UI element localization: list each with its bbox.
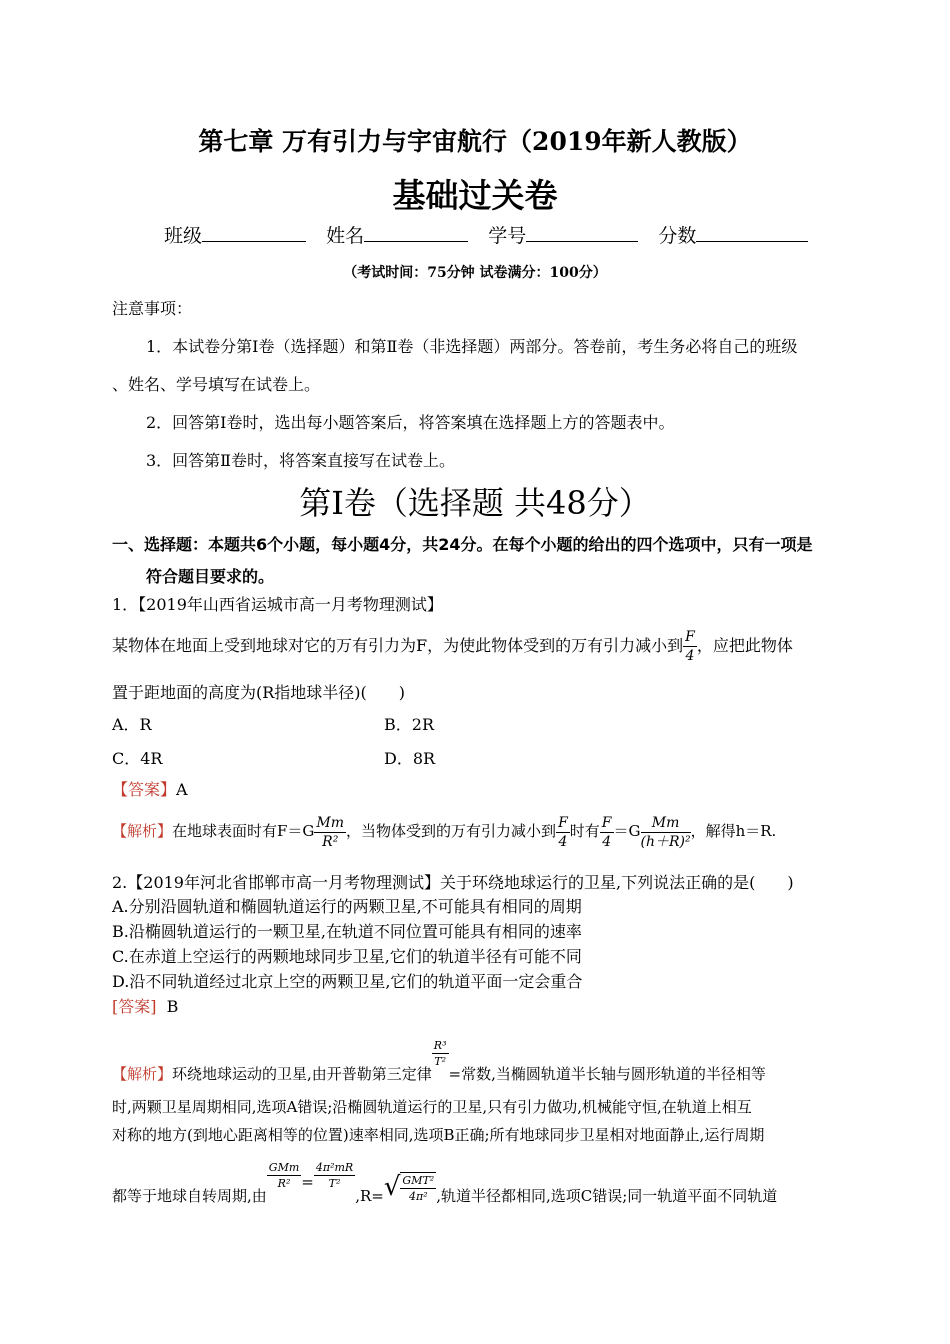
q1-stem [112, 624, 793, 668]
notice-item-1: 1．本试卷分第Ⅰ卷（选择题）和第Ⅱ卷（非选择题）两部分。答卷前，考生务必将自己的班级 [146, 337, 798, 356]
score-field[interactable] [696, 241, 808, 242]
q2-option-c[interactable]: C.在赤道上空运行的两颗地球同步卫星,它们的轨道半径有可能不同 [112, 947, 582, 966]
q2-option-b[interactable]: B.沿椭圆轨道运行的一颗卫星,在轨道不同位置可能具有相同的速率 [112, 922, 582, 941]
section-instruction: 一、选择题：本题共6个小题，每小题4分，共24分。在每个小题的给出的四个选项中，只有一项是 [112, 535, 813, 554]
q2-sqrt-expression: √ $\frac{\text{GMT²}}{\text{4π²}}$ [383, 1172, 435, 1203]
q1-analysis-label: 【解析】 [112, 822, 173, 840]
q1-source: 1．【2019年山西省运城市高一月考物理测试】 [112, 595, 443, 614]
class-label: 班级 [164, 225, 203, 247]
q1-stem-text-2: ，应把此物体 [696, 636, 793, 655]
q1-analysis-fraction-2: $\frac{F}{4}$ [558, 814, 568, 850]
q1-answer-label: 【答案】 [112, 780, 177, 799]
q2-centripetal-fraction: $\frac{\text{4π²mR}}{\text{T²}}$ [315, 1161, 354, 1190]
q2-kepler-fraction: $\frac{\text{R³}}{\text{T²}}$ [433, 1039, 447, 1068]
q2-stem: 2.【2019年河北省邯郸市高一月考物理测试】关于环绕地球运行的卫星,下列说法正确的是( ) [112, 873, 794, 892]
q1-answer [112, 777, 188, 800]
student-id-field[interactable] [526, 241, 638, 242]
q2-analysis-line-1: 【解析】环绕地球运动的卫星,由开普勒第三定律 $\frac{\text{R³}}{\text{T²}}$ =常数,当椭圆轨道半长轴与圆形轨道的半径相等 [112, 1039, 766, 1083]
q2-analysis-line-3: 对称的地方(到地心距离相等的位置)速率相同,选项B正确;所有地球同步卫星相对地面静止,运行周期 [112, 1126, 765, 1144]
q1-analysis-fraction-4: $\frac{Mm}{\text{(h＋R)²}}$ [640, 814, 691, 850]
q1-analysis-fraction-1: $\frac{Mm}{\text{R²}}$ [316, 814, 345, 850]
score-label: 分数 [658, 225, 697, 247]
class-field[interactable] [202, 241, 306, 242]
q1-stem-cont: 置于距地面的高度为(R指地球半径)( ) [112, 683, 406, 702]
q2-gravity-fraction: $\frac{\text{GMm}}{\text{R²}}$ [268, 1161, 300, 1190]
section-title: 第Ⅰ卷（选择题 共48分） [299, 484, 651, 522]
q1-option-c[interactable]: C．4R [112, 749, 163, 768]
q2-option-a[interactable]: A.分别沿圆轨道和椭圆轨道运行的两颗卫星,不可能具有相同的周期 [112, 897, 582, 916]
page-title: 第七章 万有引力与宇宙航行（2019年新人教版） [198, 127, 752, 156]
q2-answer-label: [答案] [112, 997, 157, 1016]
notice-heading: 注意事项： [112, 299, 193, 318]
notice-item-3: 3．回答第Ⅱ卷时，将答案直接写在试卷上。 [146, 451, 456, 470]
q2-analysis-label: 【解析】 [112, 1065, 173, 1083]
q1-option-d[interactable]: D．8R [384, 749, 436, 768]
student-info-fields [164, 221, 808, 248]
q1-answer-value: A [176, 780, 188, 799]
q1-stem-fraction: $\frac{F}{4}$ [685, 629, 695, 664]
notice-item-1-cont: 、姓名、学号填写在试卷上。 [112, 375, 321, 394]
page-subtitle: 基础过关卷 [392, 176, 558, 215]
q2-option-d[interactable]: D.沿不同轨道经过北京上空的两颗卫星,它们的轨道平面一定会重合 [112, 972, 583, 991]
name-field[interactable] [364, 241, 468, 242]
q1-option-a[interactable]: A．R [112, 715, 152, 734]
q1-stem-text: 某物体在地面上受到地球对它的万有引力为F，为使此物体受到的万有引力减小到 [112, 636, 684, 655]
q2-analysis-line-2: 时,两颗卫星周期相同,选项A错误;沿椭圆轨道运行的卫星,只有引力做功,机械能守恒,在轨道上相互 [112, 1098, 752, 1116]
exam-info: （考试时间：75分钟 试卷满分：100分） [343, 265, 607, 281]
q1-analysis-fraction-3: $\frac{F}{4}$ [601, 814, 612, 850]
section-instruction-cont: 符合题目要求的。 [146, 567, 275, 586]
name-label: 姓名 [326, 225, 365, 247]
q2-answer [112, 994, 178, 1017]
q2-analysis-line-4: 都等于地球自转周期,由 $\frac{\text{GMm}}{\text{R²}}$ = $\frac{\text{4π²mR}}{\text{T²}}$ ,R=√ $\frac{\text{GMT²}}{\text{4π²}}$ ,轨道半径都相同,选项C错误;同一轨道平面不同轨道 [112, 1156, 777, 1222]
q1-option-b[interactable]: B．2R [384, 715, 434, 734]
q2-answer-value: B [166, 997, 179, 1016]
student-id-label: 学号 [488, 225, 527, 247]
q1-analysis: 【解析】在地球表面时有F＝G $\frac{Mm}{\text{R²}}$ ，当物体受到的万有引力减小到 $\frac{F}{4}$ 时有 $\frac{F}{4}$ ＝G $\frac{Mm}{\text{(h＋R)²}}$ ，解得h＝R. [112, 814, 777, 850]
notice-item-2: 2．回答第Ⅰ卷时，选出每小题答案后，将答案填在选择题上方的答题表中。 [146, 413, 675, 432]
